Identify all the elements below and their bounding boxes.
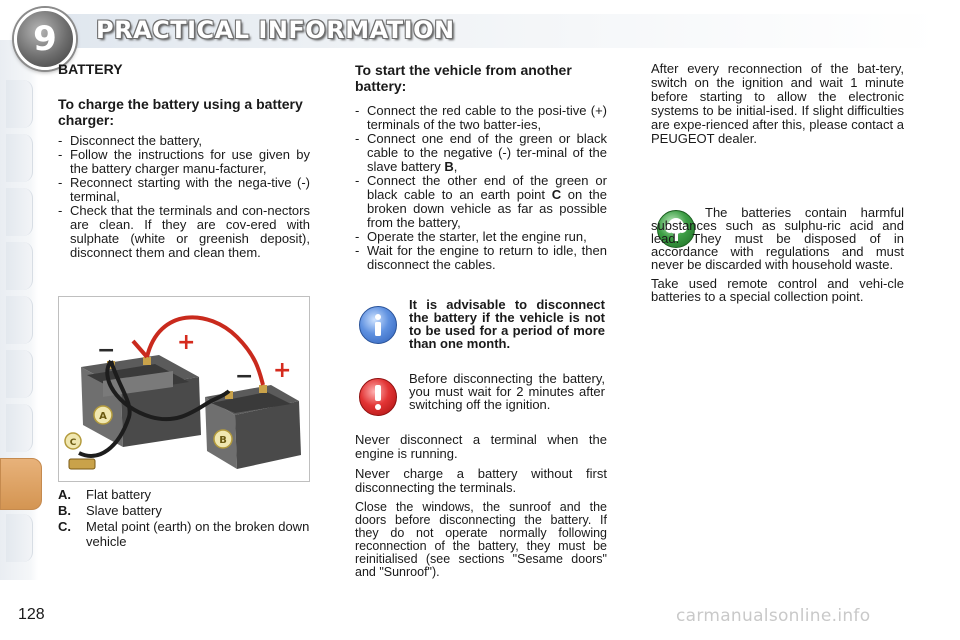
sidebar-tab[interactable] [6,80,33,128]
paragraph: After every reconnection of the bat-tery, switch on the ignition and wait 1 minute before starting to allow the electronic systems to be initial-ised. If slight difficulties are expe-rienced after this, please contact a PEUGEOT dealer. [651,61,904,146]
list-item: - Connect the other end of the green or black cable to an earth point C on the broken down vehicle as far as possible from the battery, [355,174,607,230]
legend-item [58,503,310,518]
svg-text:+: + [273,358,292,383]
list-item: - Connect one end of the green or black cable to the negative (-) ter-minal of the slave battery B, [355,132,607,174]
sidebar-tab[interactable] [6,350,33,398]
legend-key: B. [58,503,71,518]
paragraph: Take used remote control and vehi-cle batteries to a special collection point. [651,276,904,304]
subsection-title: To charge the battery using a battery charger: [58,96,303,128]
legend-text: Slave battery [86,503,162,518]
watermark: carmanualsonline.info [676,606,871,626]
sidebar-chapter-tabs [0,40,38,580]
legend-item [58,519,310,549]
column-battery-charger [58,62,310,260]
warning-note-text: Before disconnecting the battery, you must wait for 2 minutes after switching off the ignition. [409,371,605,412]
warning-icon [359,378,397,416]
info-note-text: It is advisable to disconnect the battery if the vehicle is not to be used for a period of more than one month. [409,297,605,351]
svg-text:−: − [97,338,116,363]
warning-note [355,372,607,430]
label-c: C [69,438,77,448]
sidebar-tab[interactable] [6,514,33,562]
batteries-diagram [59,297,309,481]
eco-note-text-block [651,206,904,309]
label-a: A [99,411,107,422]
legend-key: A. [58,487,71,502]
sidebar-tab[interactable] [6,242,33,290]
legend-text: Metal point (earth) on the broken down vehicle [86,519,310,549]
sidebar-tab[interactable] [6,134,33,182]
legend-key: C. [58,519,71,534]
eco-note-text: The batteries contain harmful substances such as sulphu-ric acid and lead. They must be disposed of in accordance with regulations and must never be discarded with household waste. [651,205,904,272]
list-item: - Reconnect starting with the nega-tive (-) terminal, [58,176,310,204]
page-number: 128 [18,606,45,623]
sidebar-tab[interactable] [6,404,33,452]
list-item: - Check that the terminals and con-nectors are clean. If they are cov-ered with sulphate (white or greenish deposit), disconnect them and clean them. [58,204,310,260]
legend-text: Flat battery [86,487,152,502]
sidebar-tab-active[interactable] [0,458,42,510]
paragraph: Never charge a battery without first disconnecting the terminals. [355,466,607,495]
list-item: - Connect the red cable to the posi-tive (+) terminals of the two batter-ies, [355,104,607,132]
column-jump-start [355,62,607,272]
figure-legend [58,487,310,550]
section-title: BATTERY [58,61,123,77]
legend-item [58,487,310,502]
flat-battery-a [81,355,201,447]
charger-steps-list [58,134,310,260]
paragraph: Close the windows, the sunroof and the doors before disconnecting the battery. If they do not operate normally following reconnection of the battery, they must be reinitialised (see sections "Sesame doors" and "Sunroof"). [355,500,607,579]
sidebar-tab[interactable] [6,296,33,344]
info-note [355,298,607,358]
jump-start-steps-list [355,104,607,272]
battery-warnings [355,433,607,585]
svg-text:+: + [177,330,196,355]
svg-text:−: − [235,364,254,389]
sidebar-tab[interactable] [6,188,33,236]
subsection-title: To start the vehicle from another battery: [355,62,572,94]
page-title: PRACTICAL INFORMATION [96,16,455,44]
list-item: - Follow the instructions for use given by the battery charger manu-facturer, [58,148,310,176]
list-item: - Disconnect the battery, [58,134,310,148]
list-item: - Operate the starter, let the engine run, [355,230,607,244]
info-icon [359,306,397,344]
list-item: - Wait for the engine to return to idle, then disconnect the cables. [355,244,607,272]
chapter-badge: 9 [14,8,76,70]
paragraph: Never disconnect a terminal when the engine is running. [355,432,607,461]
battery-jump-start-illustration [58,296,310,482]
column-reconnection [651,62,904,152]
label-b: B [219,435,227,446]
